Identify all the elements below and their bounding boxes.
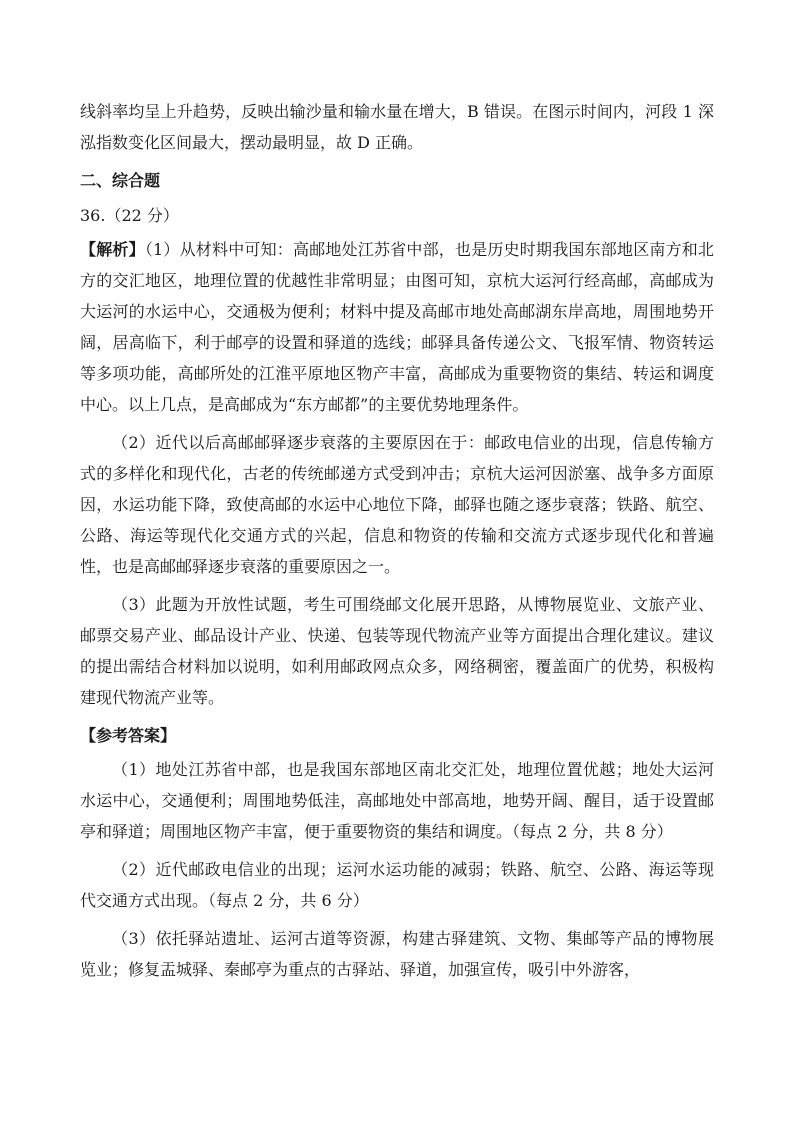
intro-paragraph: 线斜率均呈上升趋势，反映出输沙量和输水量在增大，B 错误。在图示时间内，河段 1 深泓指数变化区间最大，摆动最明显，故 D 正确。 bbox=[80, 102, 714, 152]
analysis-p1-text: （1）从材料中可知：高邮地处江苏省中部，也是历史时期我国东部地区南方和北方的交汇地区，地理位置的优越性非常明显；由图可知，京杭大运河行经高邮，高邮成为大运河的水运中心，交通极为便利；材料中提及高邮市地处高邮湖东岸高地，周围地势开阔，居高临下，利于邮亭的设置和驿道的选线；邮驿具备传递公文、飞报军情、物资转运等多项功能，高邮所处的江淮平原地区物产丰富，高邮成为重要物资的集结、转运和调度中心。以上几点，是高邮成为“东方邮都”的主要优势地理条件。 bbox=[80, 240, 714, 414]
answer-label: 【参考答案】 bbox=[80, 726, 177, 745]
analysis-paragraph-3: （3）此题为开放性试题，考生可围绕邮文化展开思路，从博物展览业、文旅产业、邮票交易产业、邮品设计产业、快递、包装等现代物流产业等方面提出合理化建议。建议的提出需结合材料加以说明，如利用邮政网点众多，网络稠密，覆盖面广的优势，积极构建现代物流产业等。 bbox=[80, 595, 714, 707]
answer-paragraph-3: （3）依托驿站遗址、运河古道等资源，构建古驿建筑、文物、集邮等产品的博物展览业；修复盂城驿、秦邮亭为重点的古驿站、驿道，加强宣传，吸引中外游客， bbox=[80, 929, 714, 979]
answer-paragraph-1: （1）地处江苏省中部，也是我国东部地区南北交汇处，地理位置优越；地处大运河水运中心，交通便利；周围地势低洼，高邮地处中部高地，地势开阔、醒目，适于设置邮亭和驿道；周围地区物产丰富，便于重要物资的集结和调度。（每点 2 分，共 8 分） bbox=[80, 760, 714, 841]
analysis-paragraph-2: （2）近代以后高邮邮驿逐步衰落的主要原因在于：邮政电信业的出现，信息传输方式的多样化和现代化，古老的传统邮递方式受到冲击；京杭大运河因淤塞、战争多方面原因，水运功能下降，致使高邮的水运中心地位下降，邮驿也随之逐步衰落；铁路、航空、公路、海运等现代化交通方式的兴起，信息和物资的传输和交流方式逐步现代化和普遍性，也是高邮邮驿逐步衰落的重要原因之一。 bbox=[80, 433, 714, 576]
question-number: 36.（22 分） bbox=[80, 206, 179, 225]
section-title: 二、综合题 bbox=[80, 171, 161, 190]
analysis-label: 【解析】 bbox=[80, 240, 145, 259]
analysis-paragraph-1 bbox=[80, 234, 714, 420]
document-page bbox=[80, 96, 714, 992]
answer-paragraph-2: （2）近代邮政电信业的出现；运河水运功能的减弱；铁路、航空、公路、海运等现代交通方式出现。（每点 2 分，共 6 分） bbox=[80, 860, 714, 910]
